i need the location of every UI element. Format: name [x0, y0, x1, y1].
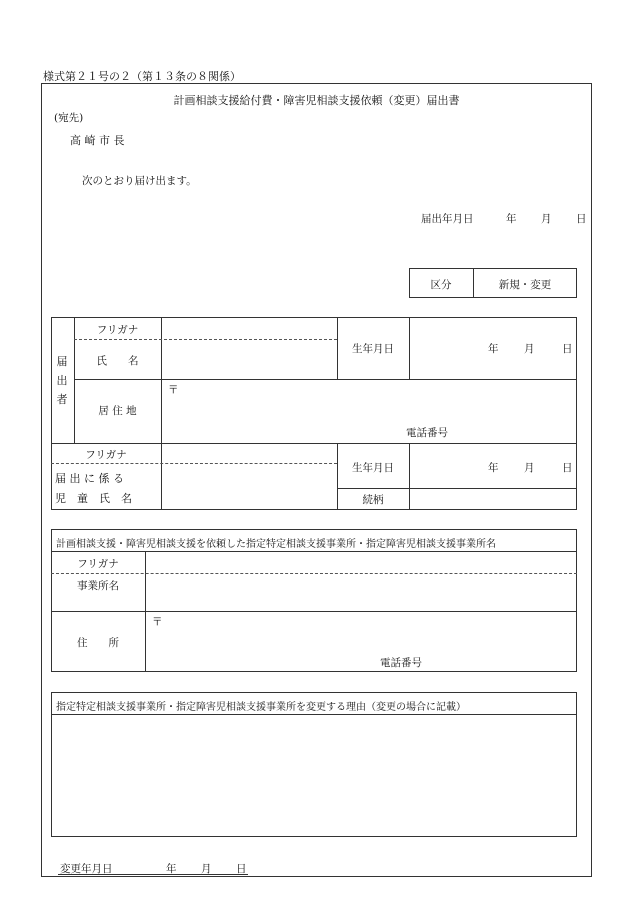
form-id: 様式第２１号の２（第１３条の８関係） — [43, 70, 241, 83]
change-day-field[interactable] — [213, 859, 235, 873]
applicant-postal-mark: 〒 — [168, 384, 179, 396]
applicant-birth-month-unit: 月 — [524, 343, 535, 355]
office-name-label: 事業所名 — [77, 580, 119, 592]
office-address-label: 住 所 — [77, 637, 119, 649]
applicant-name-field[interactable] — [162, 341, 336, 378]
office-furigana-label: フリガナ — [77, 558, 119, 570]
change-month-unit: 月 — [201, 863, 212, 875]
intro-text: 次のとおり届け出ます。 — [82, 175, 197, 187]
change-day-unit: 日 — [236, 863, 247, 875]
child-birth-day-unit: 日 — [562, 462, 573, 474]
child-relation-field[interactable] — [410, 489, 576, 509]
office-header: 計画相談支援・障害児相談支援を依頼した指定特定相談支援事業所・指定障害児相談支援事業所名 — [56, 539, 496, 550]
change-year-field[interactable] — [120, 859, 164, 873]
classification-value[interactable]: 新規・変更 — [498, 279, 552, 291]
classification-label: 区分 — [430, 279, 452, 291]
applicant-name-label: 氏 名 — [96, 355, 139, 367]
child-name-field[interactable] — [162, 465, 336, 509]
filing-month-unit: 月 — [541, 213, 552, 225]
applicant-address-label: 居 住 地 — [98, 405, 137, 417]
office-address-field[interactable] — [162, 614, 572, 652]
applicant-side-label: 届 出 者 — [56, 355, 68, 406]
applicant-furigana-label: フリガナ — [96, 324, 139, 336]
office-name-field[interactable] — [146, 575, 576, 610]
addressee: 高 崎 市 長 — [70, 134, 125, 147]
office-postal-mark: 〒 — [152, 616, 163, 628]
applicant-furigana-field[interactable] — [162, 318, 336, 338]
filing-date-label: 届出年月日 — [421, 213, 474, 225]
applicant-address-field[interactable] — [178, 382, 568, 422]
applicant-birth-day-unit: 日 — [562, 343, 573, 355]
child-relation-label: 続柄 — [362, 494, 384, 506]
child-furigana-field[interactable] — [162, 444, 336, 462]
applicant-phone-label: 電話番号 — [406, 427, 448, 439]
form-title: 計画相談支援給付費・障害児相談支援依頼（変更）届出書 — [173, 94, 460, 107]
addressee-label: (宛先) — [54, 112, 84, 124]
reason-textarea[interactable] — [53, 716, 575, 835]
applicant-birth-year-unit: 年 — [488, 343, 499, 355]
filing-day-unit: 日 — [576, 213, 587, 225]
change-month-field[interactable] — [178, 859, 200, 873]
child-birth-year-unit: 年 — [488, 462, 499, 474]
office-phone-label: 電話番号 — [380, 657, 422, 669]
child-name-label-line2: 児 童 氏 名 — [55, 492, 132, 505]
child-name-label-line1: 届 出 に 係 る — [55, 472, 124, 485]
change-year-unit: 年 — [166, 863, 177, 875]
change-date-label: 変更年月日 — [60, 863, 113, 875]
child-birthdate-label: 生年月日 — [352, 462, 394, 474]
child-birth-month-unit: 月 — [524, 462, 535, 474]
office-furigana-field[interactable] — [146, 552, 576, 572]
filing-year-unit: 年 — [506, 213, 517, 225]
child-furigana-label: フリガナ — [85, 449, 127, 461]
reason-header: 指定特定相談支援事業所・指定障害児相談支援事業所を変更する理由（変更の場合に記載） — [56, 702, 466, 713]
applicant-birthdate-label: 生年月日 — [352, 343, 394, 355]
